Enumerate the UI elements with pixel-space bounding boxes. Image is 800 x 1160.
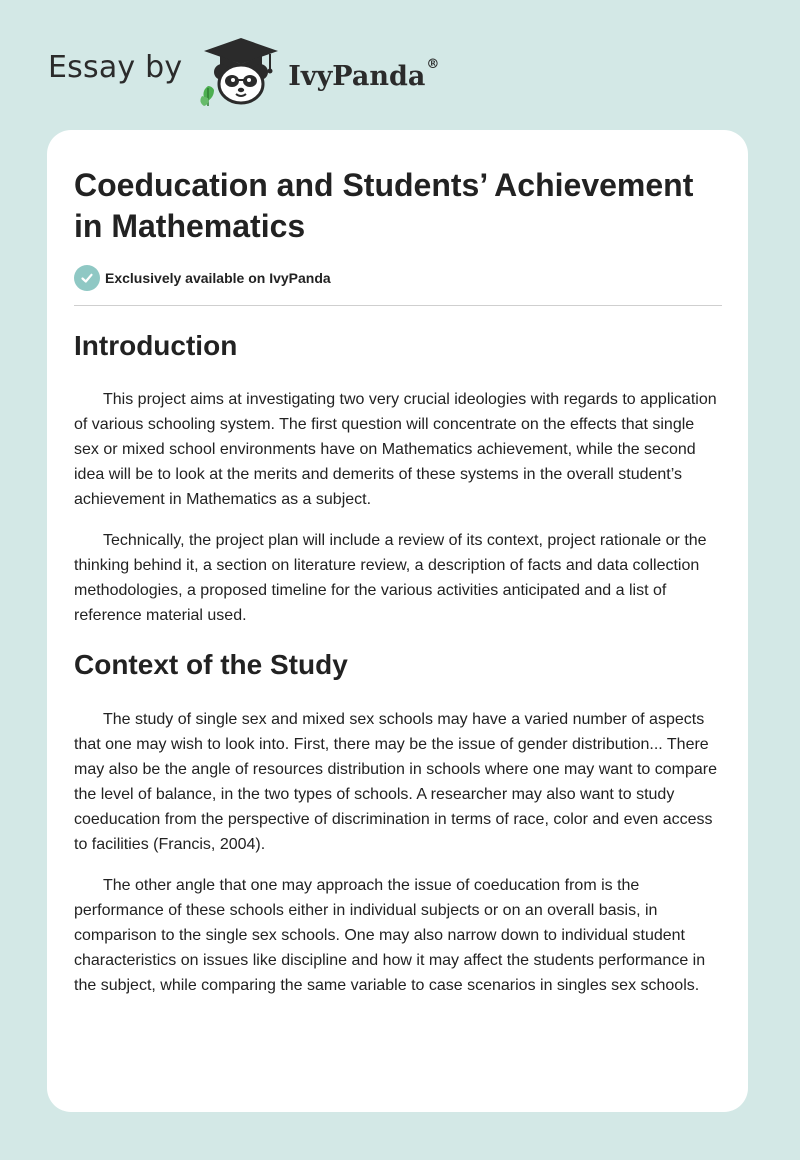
essay-title: Coeducation and Students’ Achievement in Mathematics — [74, 167, 694, 244]
registered-mark: ® — [426, 56, 440, 72]
brand-name[interactable] — [288, 56, 440, 92]
paragraph: The other angle that one may approach the issue of coeducation from is the performance of these schools either in individual subjects or on an overall basis, in comparison to the single sex schools. One may also narrow down to individual student characteristics on issues like discipline and how it may affect the students performance in the subject, while comparing the same variable to case scenarios in singles sex schools. — [74, 877, 706, 994]
site-header — [48, 36, 439, 108]
section-context — [74, 648, 722, 998]
paragraph: This project aims at investigating two very crucial ideologies with regards to application of various schooling system. The first question will concentrate on the effects that single sex or mixed school environments have on Mathematics achievement, while the second idea will be to look at the merits and demerits of these systems in the overall student’s achievement in Mathematics as a subject. — [74, 391, 717, 508]
section-heading: Introduction — [74, 330, 238, 361]
section-introduction — [74, 329, 722, 628]
paragraph: Technically, the project plan will include a review of its context, project rationale or the thinking behind it, a section on literature review, a description of facts and data collection methodologies, a proposed timeline for the various activities anticipated and a list of reference material used. — [74, 532, 707, 624]
exclusive-label: Exclusively available on IvyPanda — [105, 270, 331, 286]
panda-logo-icon[interactable] — [196, 36, 286, 108]
essay-by-label: Essay by — [48, 50, 183, 85]
brand-name-text: IvyPanda — [288, 60, 426, 92]
paragraph: The study of single sex and mixed sex schools may have a varied number of aspects that one may wish to look into. First, there may be the issue of gender distribution... There may also be the angle of resources distribution in schools where one may want to compare the level of balance, in the two types of schools. A researcher may also want to study coeducation from the perspective of discrimination in terms of race, color and even access to facilities (Francis, 2004). — [74, 711, 718, 853]
essay-card — [47, 130, 748, 1112]
exclusive-badge — [74, 265, 722, 306]
section-heading: Context of the Study — [74, 649, 348, 680]
check-icon — [74, 265, 100, 291]
